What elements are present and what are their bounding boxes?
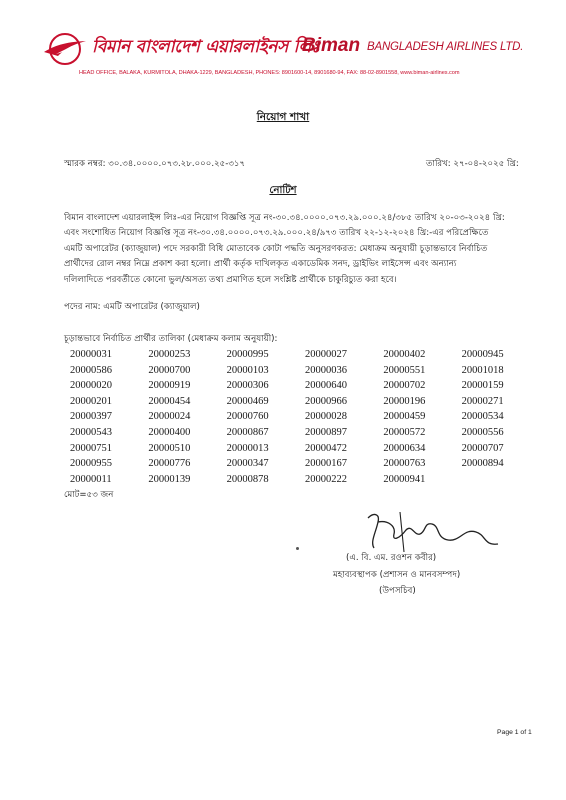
roll-number: 20000253 [148, 349, 191, 360]
roll-number: 20000196 [383, 395, 426, 407]
roll-row [70, 378, 540, 394]
stork-logo-icon [42, 32, 88, 66]
roll-number: 20000454 [148, 395, 191, 407]
roll-row [70, 472, 540, 488]
roll-number: 20000036 [304, 364, 347, 376]
roll-number: 20000397 [70, 411, 112, 423]
roll-number: 20000347 [226, 458, 269, 470]
roll-number: 20000894 [461, 458, 504, 470]
ink-dot [296, 547, 299, 550]
roll-number: 20000510 [148, 442, 191, 454]
section-title: নিয়োগ শাখা [256, 111, 310, 123]
roll-number: 20000306 [226, 380, 269, 392]
post-name: পদের নাম: এমটি অপারেটর (ক্যাজুয়াল) [64, 302, 200, 312]
roll-number: 20000763 [383, 458, 426, 470]
company-name-english: BANGLADESH AIRLINES LTD. [367, 41, 524, 53]
signatory-name: (এ. বি. এম. রওশন কবীর) [346, 553, 437, 563]
roll-number: 20000534 [461, 411, 504, 423]
roll-number: 20000543 [70, 426, 112, 438]
paragraph-line: বিমান বাংলাদেশ এয়ারলাইন্স লিঃ-এর নিয়োগ বিজ্ঞপ্তি সূত্র নং-৩০.৩৪.০০০০.০৭৩.২৯.০০০.২৪/৩৮৫ তারিখ ২০-০৩-২০২৪ খ্রি: [64, 213, 505, 223]
company-name-bengali: বিমান বাংলাদেশ এয়ারলাইনস লিঃ [92, 37, 320, 57]
roll-number: 20000103 [226, 364, 269, 376]
roll-number: 20000878 [226, 473, 269, 485]
roll-number: 20000459 [383, 411, 426, 423]
company-brand-name: Biman [302, 35, 361, 56]
roll-number: 20000760 [226, 411, 269, 423]
roll-row [70, 425, 540, 441]
roll-number: 20000572 [383, 426, 426, 438]
roll-number: 20000013 [226, 442, 269, 454]
roll-number: 20000751 [70, 442, 112, 454]
memo-number: স্মারক নম্বর: ৩০.৩৪.০০০০.০৭৩.২৮.০০০.২৫-৩১৭ [64, 159, 246, 169]
selected-list-title: চূড়ান্তভাবে নির্বাচিত প্রার্থীর তালিকা (মেধাক্রম কলাম অনুযায়ী): [64, 334, 278, 344]
roll-number: 20000776 [148, 458, 191, 470]
roll-row [70, 347, 540, 363]
roll-number: 20000945 [461, 349, 504, 360]
page-number: Page 1 of 1 [497, 729, 532, 736]
roll-number: 20000941 [383, 473, 426, 485]
roll-number: 20000556 [461, 426, 504, 438]
roll-row [70, 409, 540, 425]
roll-row [70, 456, 540, 472]
notice-title: নোটিশ [269, 185, 297, 196]
roll-number: 20000586 [70, 364, 112, 376]
paragraph-line: প্রার্থীদের রোল নম্বর নিম্নে প্রকাশ করা হলো। প্রার্থী কর্তৃক দাখিলকৃত একাডেমিক সনদ, ড্রাইভিং লাইসেন্স এবং অন্যান্য [64, 259, 457, 270]
signatory-designation: মহাব্যবস্থাপক (প্রশাসন ও মানবসম্পদ) [333, 570, 461, 580]
roll-number: 20000640 [304, 380, 347, 392]
signatory-rank: (উপসচিব) [379, 586, 416, 596]
roll-number: 20000027 [304, 349, 347, 360]
roll-number: 20000024 [148, 411, 191, 423]
roll-number: 20000271 [461, 395, 504, 407]
roll-number: 20001018 [461, 364, 504, 376]
paragraph-line: এবং সংশোধিত নিয়োগ বিজ্ঞপ্তি সূত্র নং-৩০.৩৪.০০০০.০৭৩.২৯.০০০.২৪/৯৭৩ তারিখ ২২-১২-২০২৪ খ্রি:-এর পরিপ্রেক্ষিতে [64, 228, 489, 239]
roll-number-table [70, 347, 540, 487]
roll-number: 20000897 [304, 426, 347, 438]
roll-number: 20000955 [70, 458, 112, 470]
roll-number: 20000028 [304, 411, 347, 423]
roll-row [70, 394, 540, 410]
roll-number: 20000472 [304, 442, 347, 454]
roll-number: 20000400 [148, 426, 191, 438]
notice-date: তারিখ: ২৭-০৪-২০২৫ খ্রি: [426, 159, 519, 169]
roll-number: 20000966 [304, 395, 347, 407]
roll-number: 20000167 [304, 458, 347, 470]
roll-number: 20000634 [383, 442, 426, 454]
roll-number: 20000139 [148, 473, 191, 485]
paragraph-line: এমটি অপারেটর (ক্যাজুয়াল) পদে সরকারী বিধি মোতাবেক কোটা পদ্ধতি অনুসরণকরত: মেধাক্রম অনুযায়ী চূড়ান্তভাবে নির্বাচিত [64, 243, 488, 254]
roll-number: 20000159 [461, 380, 504, 392]
roll-number: 20000011 [70, 473, 112, 485]
roll-row [70, 363, 540, 379]
roll-number: 20000551 [383, 364, 426, 376]
total-count: মোট=৫৩ জন [64, 490, 114, 500]
roll-number: 20000222 [304, 473, 347, 485]
roll-number: 20000201 [70, 395, 112, 407]
roll-number: 20000469 [226, 395, 269, 407]
roll-number: 20000707 [461, 442, 504, 454]
roll-number: 20000919 [148, 380, 191, 392]
roll-number: 20000702 [383, 380, 426, 392]
roll-row [70, 441, 540, 457]
notice-paragraph [64, 211, 514, 288]
roll-number: 20000020 [70, 380, 112, 392]
head-office-address: HEAD OFFICE, BALAKA, KURMITOLA, DHAKA-1229, BANGLADESH, PHONES: 8901600-14, 8901680-94, FAX: 88-02-8901558, www.biman-airlines.com [79, 70, 460, 76]
roll-number: 20000031 [70, 349, 112, 360]
roll-number: 20000402 [383, 349, 426, 360]
roll-number [462, 472, 540, 488]
roll-number: 20000995 [226, 349, 269, 360]
roll-number: 20000867 [226, 426, 269, 438]
roll-number: 20000700 [148, 364, 191, 376]
paragraph-line: দলিলাদিতে পরবর্তীতে কোনো ভুল/অসত্য তথ্য প্রমাণিত হলে সংশ্লিষ্ট প্রার্থীকে চাকুরিচ্যুত করা হবে। [64, 274, 397, 285]
